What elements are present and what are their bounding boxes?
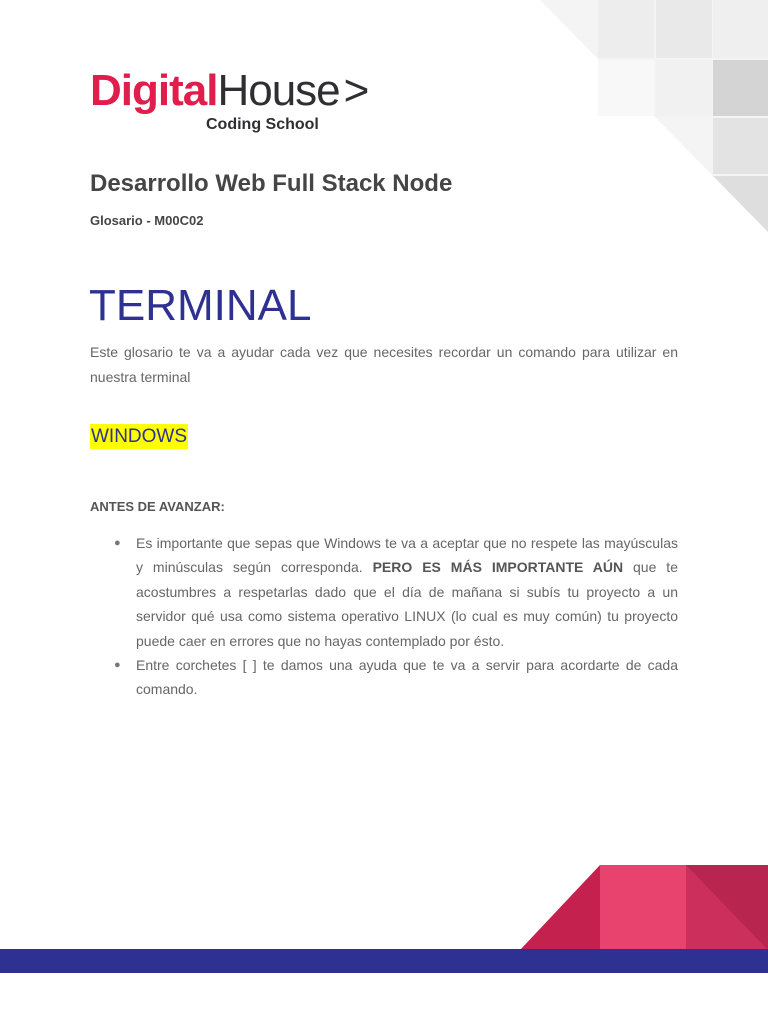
note-emphasis: PERO ES MÁS IMPORTANTE AÚN — [372, 559, 624, 576]
os-label-windows: WINDOWS — [91, 426, 188, 447]
list-item — [90, 653, 678, 702]
logo-digital-text: Digital — [90, 66, 218, 115]
note-text: Entre corchetes [ ] te damos una ayuda que te va a servir para acordarte de cada comando. — [136, 657, 678, 698]
logo-subtitle: Coding School — [206, 116, 319, 133]
list-item — [90, 531, 678, 653]
course-title: Desarrollo Web Full Stack Node — [90, 170, 453, 197]
footer-bar — [0, 949, 768, 973]
logo-arrow-icon: > — [343, 66, 369, 115]
note-text: Es importante que sepas que Windows te va a aceptar que no respete las mayúsculas y minúsculas según corresponda. — [136, 535, 678, 576]
logo-house-text: House — [217, 66, 340, 115]
bullet-icon: ● — [114, 537, 121, 549]
notes-list — [90, 531, 678, 702]
note-text: que te acostumbres a respetarlas dado que el día de mañana si subís tu proyecto a un servidor qué usa como sistema operativo LINUX (lo cual es muy común) tu proyecto puede caer en errores que no hayas contemplado por ésto. — [136, 559, 678, 649]
bullet-icon: ● — [114, 659, 121, 672]
digital-house-logo — [90, 66, 369, 138]
intro-paragraph: Este glosario te va a ayudar cada vez que necesites recordar un comando para utilizar en nuestra terminal — [90, 344, 678, 385]
module-code: Glosario - M00C02 — [90, 213, 204, 228]
logo-wordmark — [90, 68, 368, 114]
note-heading: ANTES DE AVANZAR: — [90, 499, 225, 514]
section-title: TERMINAL — [89, 281, 312, 330]
